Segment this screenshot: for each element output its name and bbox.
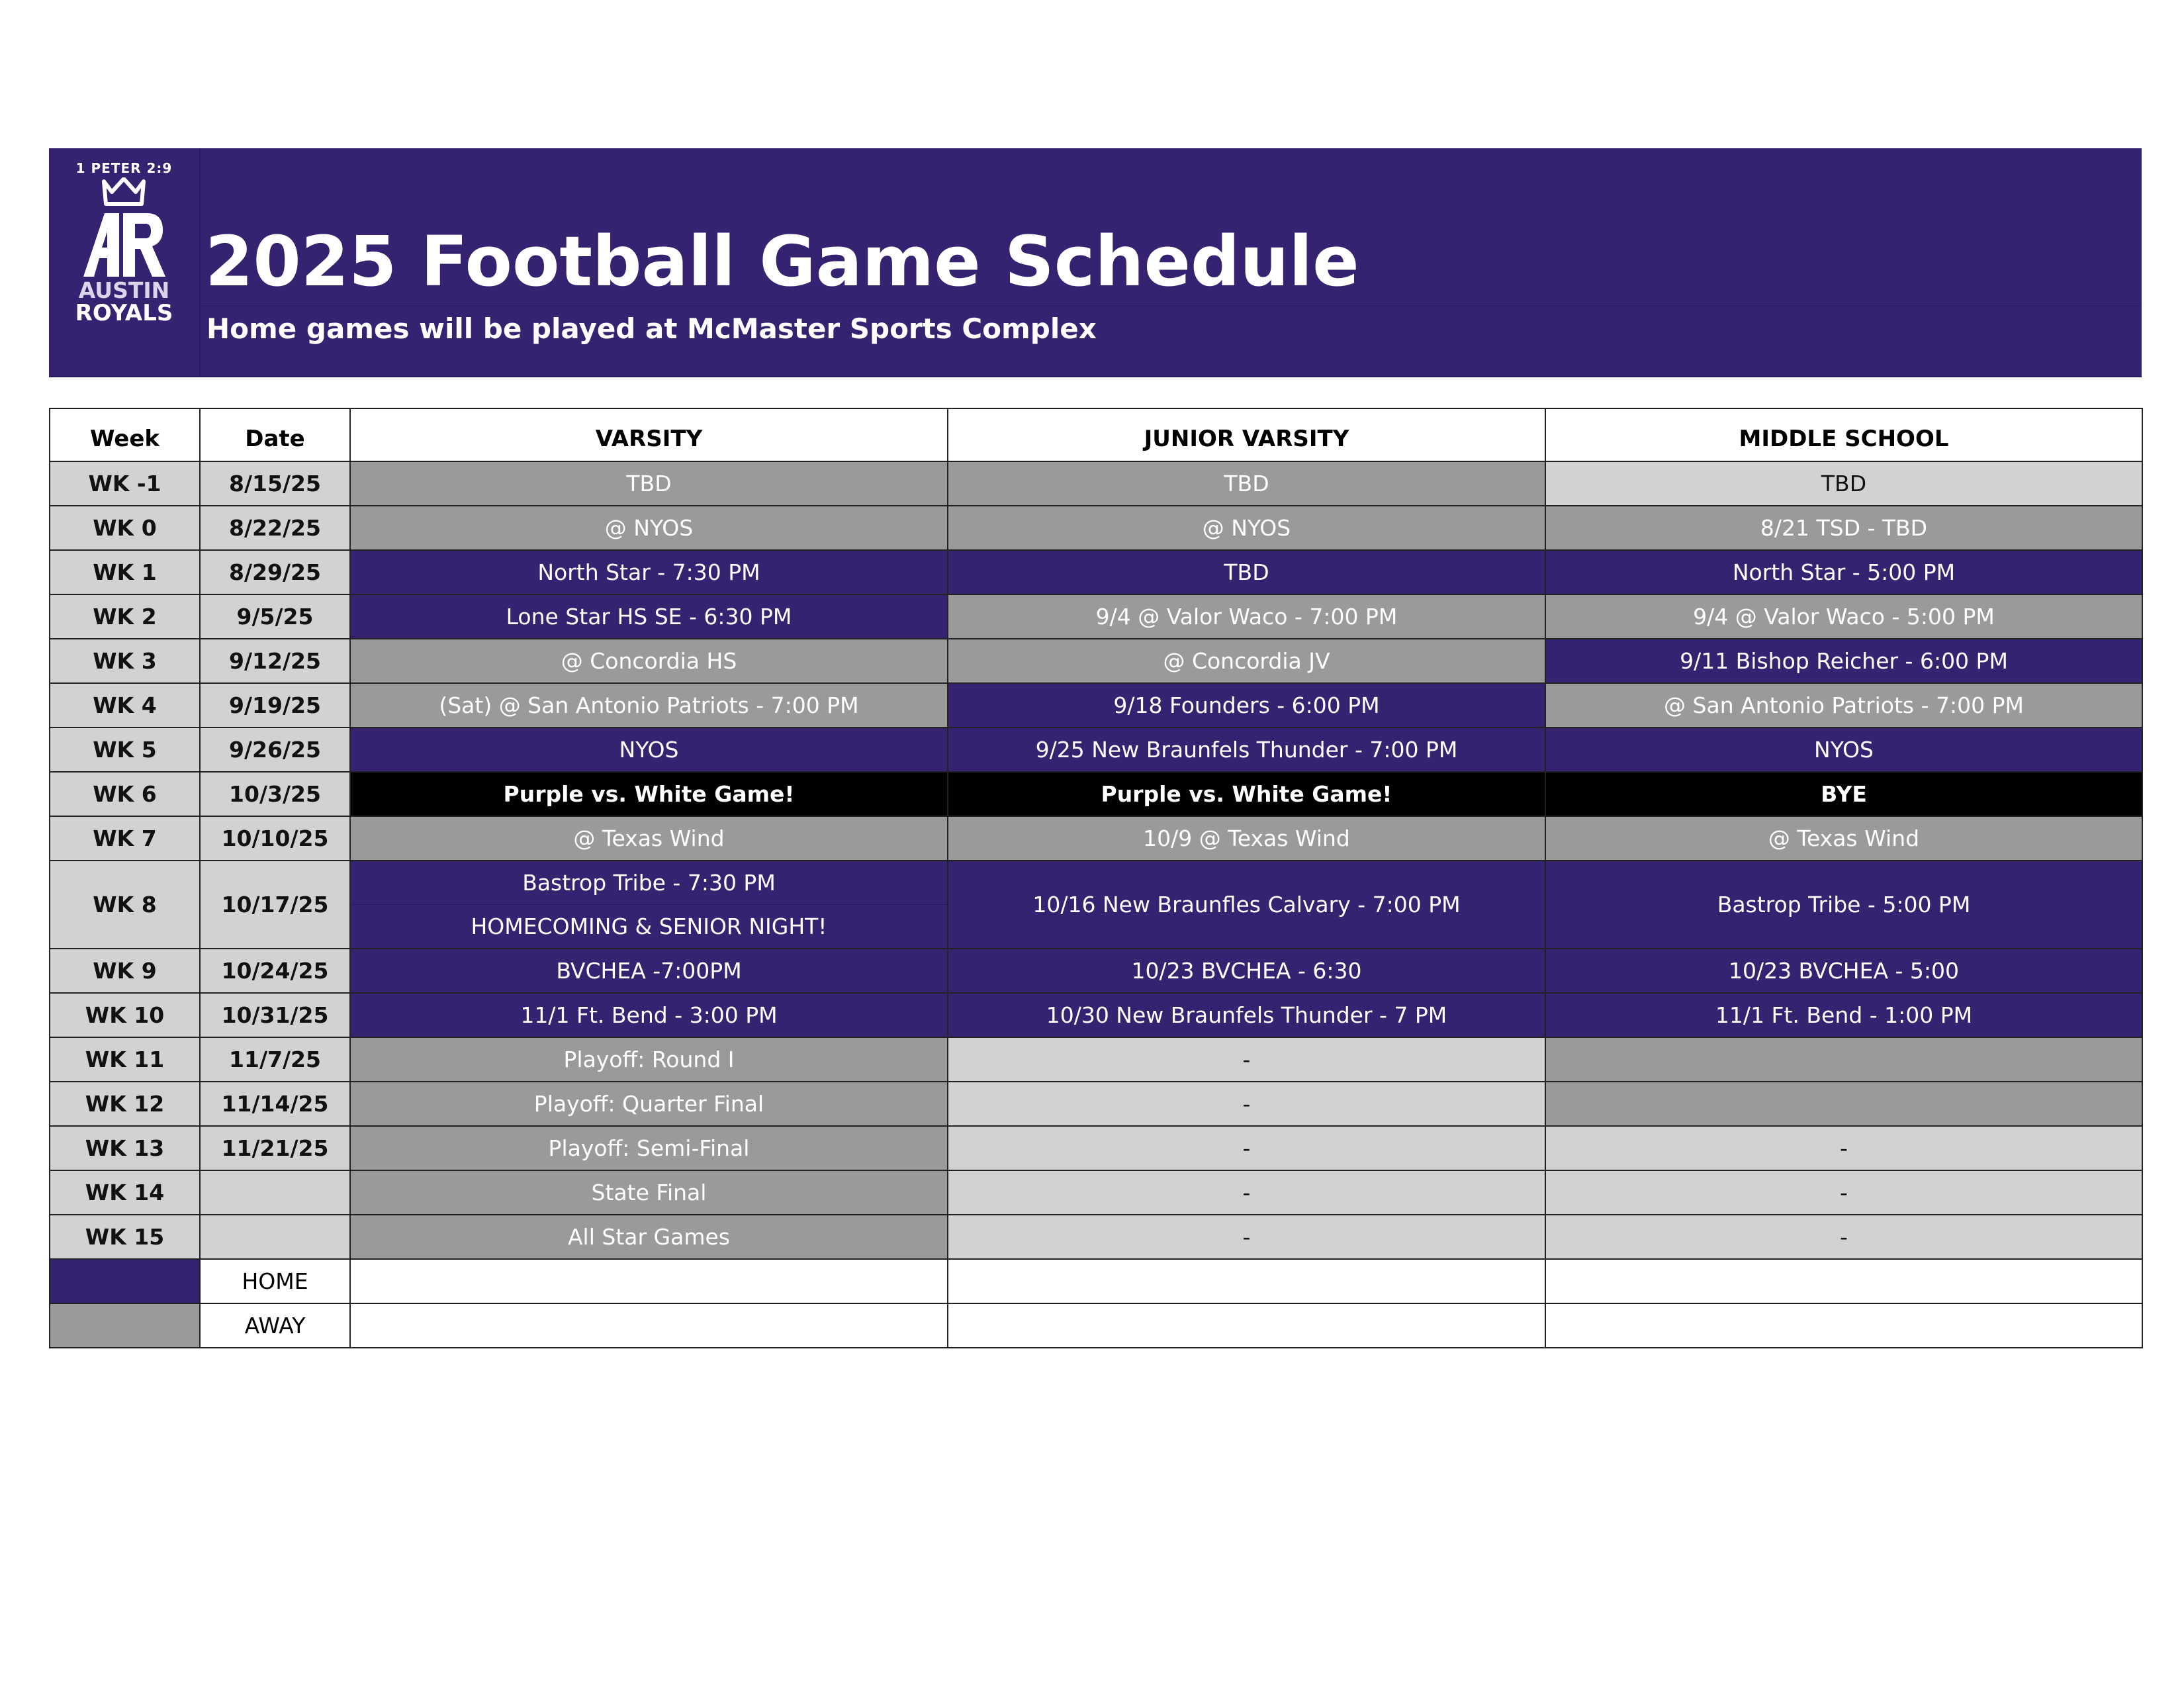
legend-label: AWAY: [200, 1303, 350, 1348]
week-cell: WK 10: [50, 993, 200, 1037]
varsity-cell: 11/1 Ft. Bend - 3:00 PM: [350, 993, 948, 1037]
varsity-cell: BVCHEA -7:00PM: [350, 949, 948, 993]
page-subtitle: Home games will be played at McMaster Sports Complex: [206, 312, 1097, 345]
column-header-week: Week: [50, 408, 200, 461]
jv-cell: -: [948, 1126, 1545, 1170]
date-cell: 9/12/25: [200, 639, 350, 683]
ms-cell: [1545, 1082, 2142, 1126]
legend-empty-cell: [948, 1259, 1545, 1303]
ms-cell: 8/21 TSD - TBD: [1545, 506, 2142, 550]
jv-cell: -: [948, 1082, 1545, 1126]
jv-cell: -: [948, 1037, 1545, 1082]
jv-cell: 9/4 @ Valor Waco - 7:00 PM: [948, 594, 1545, 639]
jv-cell: 10/9 @ Texas Wind: [948, 816, 1545, 861]
week-cell: WK 1: [50, 550, 200, 594]
ms-cell: @ Texas Wind: [1545, 816, 2142, 861]
date-cell: 9/26/25: [200, 727, 350, 772]
table-row: [50, 772, 2142, 816]
table-row: [50, 949, 2142, 993]
week-cell: WK 12: [50, 1082, 200, 1126]
legend-swatch: [50, 1303, 200, 1348]
date-cell: [200, 1215, 350, 1259]
week-cell: WK 9: [50, 949, 200, 993]
date-cell: 10/10/25: [200, 816, 350, 861]
legend-empty-cell: [948, 1303, 1545, 1348]
varsity-cell: Lone Star HS SE - 6:30 PM: [350, 594, 948, 639]
varsity-cell: [350, 861, 948, 949]
date-cell: 8/15/25: [200, 461, 350, 506]
date-cell: 11/7/25: [200, 1037, 350, 1082]
column-header-date: Date: [200, 408, 350, 461]
column-header-ms: MIDDLE SCHOOL: [1545, 408, 2142, 461]
legend-empty-cell: [350, 1303, 948, 1348]
varsity-cell: Playoff: Semi-Final: [350, 1126, 948, 1170]
legend-empty-cell: [1545, 1259, 2142, 1303]
table-row: [50, 993, 2142, 1037]
jv-cell: 9/18 Founders - 6:00 PM: [948, 683, 1545, 727]
legend-empty-cell: [350, 1259, 948, 1303]
table-row: [50, 1215, 2142, 1259]
week-cell: WK 14: [50, 1170, 200, 1215]
varsity-cell: State Final: [350, 1170, 948, 1215]
ms-cell: 9/4 @ Valor Waco - 5:00 PM: [1545, 594, 2142, 639]
table-row: [50, 1126, 2142, 1170]
date-cell: 9/5/25: [200, 594, 350, 639]
ms-cell: BYE: [1545, 772, 2142, 816]
ms-cell: @ San Antonio Patriots - 7:00 PM: [1545, 683, 2142, 727]
week-cell: WK 13: [50, 1126, 200, 1170]
ms-cell: 10/23 BVCHEA - 5:00: [1545, 949, 2142, 993]
jv-cell: 10/23 BVCHEA - 6:30: [948, 949, 1545, 993]
varsity-cell: NYOS: [350, 727, 948, 772]
ms-cell: NYOS: [1545, 727, 2142, 772]
week-cell: WK 2: [50, 594, 200, 639]
varsity-cell: @ NYOS: [350, 506, 948, 550]
ms-cell: -: [1545, 1170, 2142, 1215]
header-row: [50, 408, 2142, 461]
table-row: [50, 683, 2142, 727]
table-row: [50, 1037, 2142, 1082]
ms-cell: -: [1545, 1126, 2142, 1170]
table-row: [50, 461, 2142, 506]
varsity-cell: TBD: [350, 461, 948, 506]
table-row: [50, 506, 2142, 550]
varsity-cell: Purple vs. White Game!: [350, 772, 948, 816]
date-cell: 8/22/25: [200, 506, 350, 550]
varsity-cell: (Sat) @ San Antonio Patriots - 7:00 PM: [350, 683, 948, 727]
logo-name-line2: ROYALS: [75, 300, 173, 326]
logo: [49, 148, 201, 376]
jv-cell: -: [948, 1170, 1545, 1215]
column-header-varsity: VARSITY: [350, 408, 948, 461]
table-row: [50, 727, 2142, 772]
legend-label: HOME: [200, 1259, 350, 1303]
varsity-cell: Playoff: Quarter Final: [350, 1082, 948, 1126]
ms-cell: 9/11 Bishop Reicher - 6:00 PM: [1545, 639, 2142, 683]
jv-cell: -: [948, 1215, 1545, 1259]
jv-cell: @ Concordia JV: [948, 639, 1545, 683]
varsity-cell: All Star Games: [350, 1215, 948, 1259]
schedule-table: [49, 408, 2143, 1348]
date-cell: 11/14/25: [200, 1082, 350, 1126]
varsity-cell: North Star - 7:30 PM: [350, 550, 948, 594]
varsity-cell: Playoff: Round I: [350, 1037, 948, 1082]
week-cell: WK 8: [50, 861, 200, 949]
week-cell: WK 15: [50, 1215, 200, 1259]
week-cell: WK -1: [50, 461, 200, 506]
table-row: [50, 550, 2142, 594]
logo-name-line1: AUSTIN: [78, 277, 170, 303]
date-cell: 9/19/25: [200, 683, 350, 727]
week-cell: WK 7: [50, 816, 200, 861]
table-row: [50, 639, 2142, 683]
week-cell: WK 0: [50, 506, 200, 550]
legend-swatch: [50, 1259, 200, 1303]
varsity-cell-line2: HOMECOMING & SENIOR NIGHT!: [351, 904, 947, 948]
ms-cell: North Star - 5:00 PM: [1545, 550, 2142, 594]
jv-cell: 10/30 New Braunfels Thunder - 7 PM: [948, 993, 1545, 1037]
week-cell: WK 3: [50, 639, 200, 683]
ms-cell: Bastrop Tribe - 5:00 PM: [1545, 861, 2142, 949]
logo-verse: 1 PETER 2:9: [75, 160, 173, 176]
table-row: [50, 861, 2142, 949]
varsity-cell: @ Texas Wind: [350, 816, 948, 861]
table-row: [50, 1170, 2142, 1215]
week-cell: WK 5: [50, 727, 200, 772]
legend-row: [50, 1259, 2142, 1303]
legend-row: [50, 1303, 2142, 1348]
jv-cell: TBD: [948, 550, 1545, 594]
jv-cell: Purple vs. White Game!: [948, 772, 1545, 816]
ms-cell: TBD: [1545, 461, 2142, 506]
date-cell: 8/29/25: [200, 550, 350, 594]
page-title: 2025 Football Game Schedule: [205, 221, 1359, 302]
table-row: [50, 1082, 2142, 1126]
varsity-cell: @ Concordia HS: [350, 639, 948, 683]
header-banner: [49, 148, 2142, 377]
legend-empty-cell: [1545, 1303, 2142, 1348]
ms-cell: [1545, 1037, 2142, 1082]
week-cell: WK 11: [50, 1037, 200, 1082]
date-cell: 11/21/25: [200, 1126, 350, 1170]
jv-cell: TBD: [948, 461, 1545, 506]
date-cell: 10/17/25: [200, 861, 350, 949]
date-cell: 10/24/25: [200, 949, 350, 993]
date-cell: 10/31/25: [200, 993, 350, 1037]
date-cell: 10/3/25: [200, 772, 350, 816]
jv-cell: 10/16 New Braunfles Calvary - 7:00 PM: [948, 861, 1545, 949]
jv-cell: @ NYOS: [948, 506, 1545, 550]
logo-name: [49, 279, 199, 324]
week-cell: WK 4: [50, 683, 200, 727]
ms-cell: -: [1545, 1215, 2142, 1259]
varsity-cell-line1: Bastrop Tribe - 7:30 PM: [522, 870, 776, 896]
ms-cell: 11/1 Ft. Bend - 1:00 PM: [1545, 993, 2142, 1037]
date-cell: [200, 1170, 350, 1215]
jv-cell: 9/25 New Braunfels Thunder - 7:00 PM: [948, 727, 1545, 772]
table-row: [50, 594, 2142, 639]
week-cell: WK 6: [50, 772, 200, 816]
column-header-jv: JUNIOR VARSITY: [948, 408, 1545, 461]
table-row: [50, 816, 2142, 861]
